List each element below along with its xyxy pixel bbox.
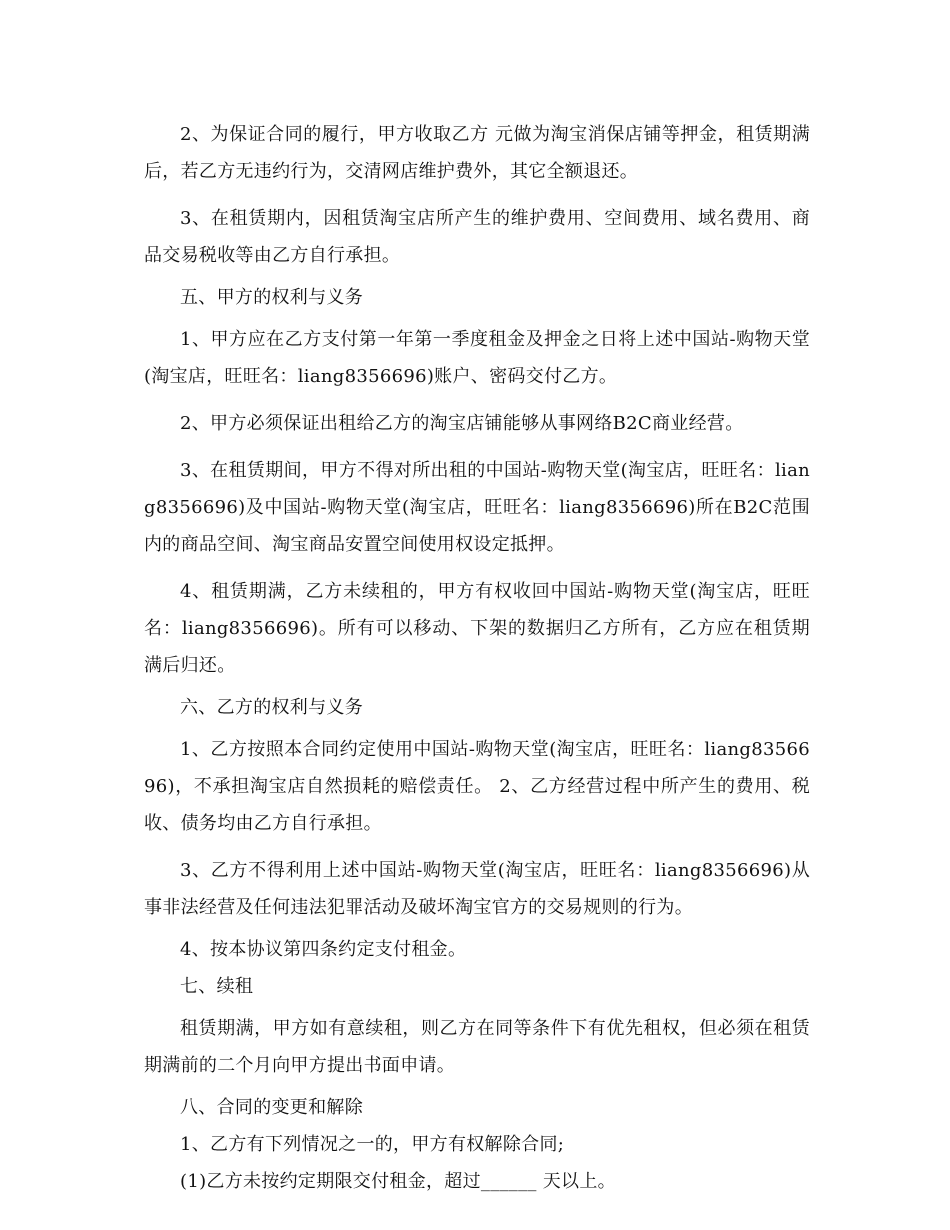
paragraph-renewal: 租赁期满，甲方如有意续租，则乙方在同等条件下有优先租权，但必须在租赁期满前的二个月向甲方提出书面申请。 bbox=[144, 1018, 810, 1076]
paragraph-a-3: 3、在租赁期间，甲方不得对所出租的中国站-购物天堂(淘宝店，旺旺名：liang8356696)及中国站-购物天堂(淘宝店，旺旺名：liang8356696)所在B2C范围内的商品空间、淘宝商品安置空间使用权设定抵押。 bbox=[144, 460, 810, 555]
paragraph-a-4: 4、租赁期满，乙方未续租的，甲方有权收回中国站-购物天堂(淘宝店，旺旺名：liang8356696)。所有可以移动、下架的数据归乙方所有，乙方应在租赁期满后归还。 bbox=[144, 581, 810, 676]
paragraph-a-1: 1、甲方应在乙方支付第一年第一季度租金及押金之日将上述中国站-购物天堂(淘宝店，旺旺名：liang8356696)账户、密码交付乙方。 bbox=[144, 329, 810, 387]
section-heading-party-a: 五、甲方的权利与义务 bbox=[180, 287, 363, 308]
paragraph-deposit: 2、为保证合同的履行，甲方收取乙方 元做为淘宝消保店铺等押金，租赁期满后，若乙方无违约行为，交清网店维护费外，其它全额退还。 bbox=[144, 124, 810, 182]
section-heading-termination: 八、合同的变更和解除 bbox=[180, 1097, 363, 1118]
paragraph-termination-1: 1、乙方有下列情况之一的，甲方有权解除合同; bbox=[180, 1134, 565, 1155]
document-page bbox=[144, 116, 810, 1205]
paragraph-termination-1-1: (1)乙方未按约定期限交付租金，超过______ 天以上。 bbox=[180, 1171, 616, 1192]
paragraph-b-3: 3、乙方不得利用上述中国站-购物天堂(淘宝店，旺旺名：liang8356696)从事非法经营及任何违法犯罪活动及破坏淘宝官方的交易规则的行为。 bbox=[144, 860, 810, 918]
paragraph-b-4: 4、按本协议第四条约定支付租金。 bbox=[180, 939, 467, 960]
paragraph-a-2: 2、甲方必须保证出租给乙方的淘宝店铺能够从事网络B2C商业经营。 bbox=[180, 413, 744, 434]
section-heading-renewal: 七、续租 bbox=[180, 976, 254, 997]
paragraph-b-1: 1、乙方按照本合同约定使用中国站-购物天堂(淘宝店，旺旺名：liang8356696)，不承担淘宝店自然损耗的赔偿责任。 2、乙方经营过程中所产生的费用、税收、债务均由乙方自行承担。 bbox=[144, 739, 810, 834]
section-heading-party-b: 六、乙方的权利与义务 bbox=[180, 697, 363, 718]
paragraph-costs: 3、在租赁期内，因租赁淘宝店所产生的维护费用、空间费用、域名费用、商品交易税收等由乙方自行承担。 bbox=[144, 208, 810, 266]
